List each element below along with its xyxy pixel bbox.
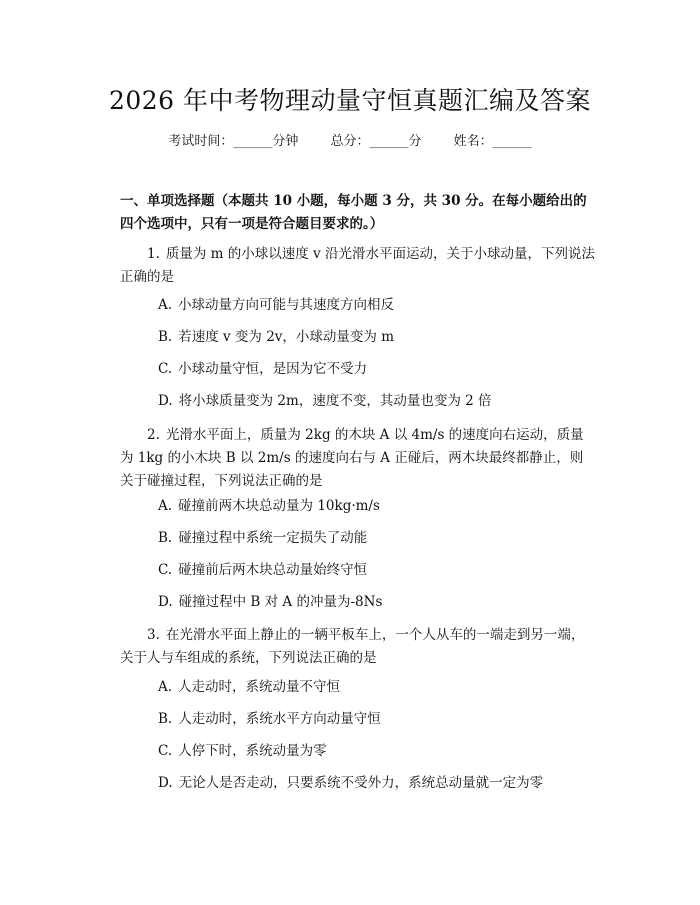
- option-letter: B.: [158, 329, 173, 345]
- question-1-option-d: [158, 391, 588, 411]
- exam-meta: [0, 132, 700, 152]
- option-letter: D.: [158, 594, 173, 610]
- question-3-option-d: [158, 773, 588, 793]
- question-1: [120, 243, 596, 289]
- question-stem: 光滑水平面上，质量为 2kg 的木块 A 以 4m/s 的速度向右运动，质量为 1kg 的小木块 B 以 2m/s 的速度向右与 A 正碰后，两木块最终都静止，则关于碰撞过程，下列说法正确的是: [120, 427, 584, 489]
- question-2-option-a: [158, 496, 588, 516]
- option-text: 碰撞前后两木块总动量始终守恒: [178, 562, 368, 578]
- section-heading: 一、单项选择题（本题共 10 小题，每小题 3 分，共 30 分。在每小题给出的四个选项中，只有一项是符合题目要求的。）: [120, 193, 587, 232]
- question-3-option-a: [158, 677, 588, 697]
- option-text: 人走动时，系统动量不守恒: [178, 679, 341, 695]
- option-text: 小球动量方向可能与其速度方向相反: [178, 297, 395, 313]
- question-1-option-b: [158, 327, 588, 347]
- question-number: 2.: [147, 427, 160, 443]
- option-text: 碰撞过程中系统一定损失了动能: [178, 530, 368, 546]
- option-letter: C.: [158, 562, 173, 578]
- option-text: 人走动时，系统水平方向动量守恒: [178, 711, 381, 727]
- option-text: 人停下时，系统动量为零: [178, 743, 327, 759]
- option-letter: D.: [158, 775, 173, 791]
- question-1-option-a: [158, 295, 588, 315]
- question-stem: 在光滑水平面上静止的一辆平板车上，一个人从车的一端走到另一端，关于人与车组成的系统，下列说法正确的是: [120, 627, 585, 666]
- option-letter: C.: [158, 361, 173, 377]
- option-letter: A.: [158, 679, 173, 695]
- option-text: 碰撞前两木块总动量为 10kg·m/s: [178, 498, 380, 514]
- question-2-option-b: [158, 528, 588, 548]
- student-name-field: 姓名：______: [453, 134, 532, 149]
- question-3-option-c: [158, 741, 588, 761]
- option-text: 碰撞过程中 B 对 A 的冲量为-8Ns: [178, 594, 383, 610]
- question-2: [120, 424, 596, 493]
- option-letter: B.: [158, 530, 173, 546]
- question-3: [120, 624, 596, 670]
- question-2-option-c: [158, 560, 588, 580]
- total-score-field: 总分：______分: [330, 134, 422, 149]
- document-title: 2026 年中考物理动量守恒真题汇编及答案: [108, 86, 592, 115]
- question-stem: 质量为 m 的小球以速度 v 沿光滑水平面运动，关于小球动量，下列说法正确的是: [120, 246, 595, 285]
- option-letter: B.: [158, 711, 173, 727]
- option-letter: A.: [158, 297, 173, 313]
- question-3-option-b: [158, 709, 588, 729]
- question-1-option-c: [158, 359, 588, 379]
- option-text: 将小球质量变为 2m，速度不变，其动量也变为 2 倍: [178, 393, 492, 409]
- exam-time-field: 考试时间：______分钟: [168, 134, 299, 149]
- question-2-option-d: [158, 592, 588, 612]
- question-number: 3.: [147, 627, 160, 643]
- option-text: 小球动量守恒，是因为它不受力: [178, 361, 368, 377]
- option-letter: D.: [158, 393, 173, 409]
- option-letter: A.: [158, 498, 173, 514]
- option-letter: C.: [158, 743, 173, 759]
- question-number: 1.: [147, 246, 160, 262]
- option-text: 无论人是否走动，只要系统不受外力，系统总动量就一定为零: [178, 775, 544, 791]
- option-text: 若速度 v 变为 2v，小球动量变为 m: [178, 329, 395, 345]
